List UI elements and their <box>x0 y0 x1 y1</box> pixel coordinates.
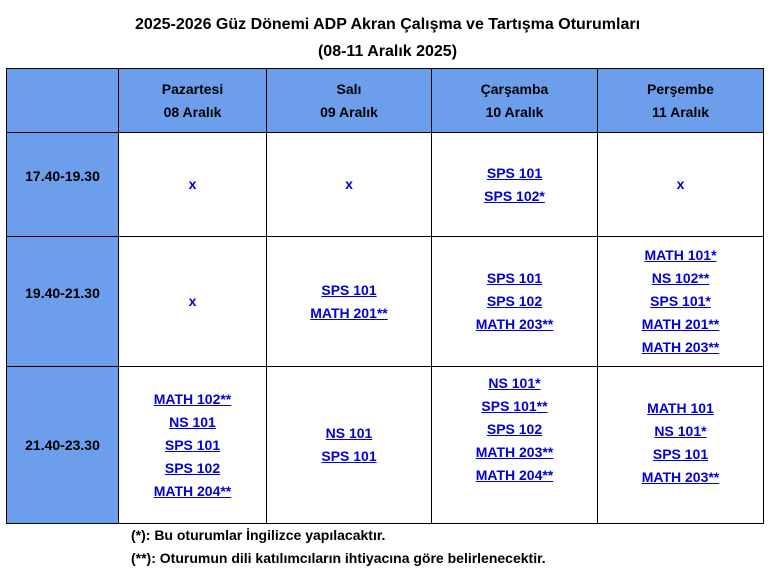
session-link[interactable]: NS 101* <box>488 375 541 391</box>
session-link[interactable]: MATH 204** <box>153 482 232 499</box>
no-session-mark: x <box>188 293 197 309</box>
session-link[interactable]: MATH 204** <box>475 467 554 483</box>
session-link[interactable]: MATH 203** <box>475 444 554 460</box>
no-session-mark: x <box>676 176 685 192</box>
session-link[interactable]: SPS 102* <box>484 187 545 204</box>
time-slot-row <box>7 133 764 237</box>
session-link[interactable]: SPS 101 <box>652 446 709 462</box>
session-cell <box>267 237 432 367</box>
session-link[interactable]: SPS 102 <box>164 459 221 476</box>
session-cell <box>598 367 764 524</box>
session-link[interactable]: MATH 101 <box>647 400 714 416</box>
session-link[interactable]: NS 101* <box>654 423 707 439</box>
time-slot-label: 17.40-19.30 <box>7 133 119 237</box>
schedule-table <box>6 68 764 524</box>
page-title: 2025-2026 Güz Dönemi ADP Akran Çalışma ve Tartışma Oturumları <box>134 16 641 33</box>
session-link[interactable]: SPS 101** <box>481 398 548 414</box>
session-link[interactable]: MATH 102** <box>153 390 232 407</box>
session-cell <box>432 133 598 237</box>
session-cell <box>119 237 267 367</box>
session-cell <box>598 237 764 367</box>
session-link[interactable]: SPS 101* <box>650 293 711 309</box>
time-slot-label: 21.40-23.30 <box>7 367 119 524</box>
session-cell <box>119 133 267 237</box>
time-slot-row <box>7 367 764 524</box>
session-cell <box>598 133 764 237</box>
footnote-english: (*): Bu oturumlar İngilizce yapılacaktır. <box>131 527 386 543</box>
session-link[interactable]: MATH 203** <box>641 339 720 355</box>
session-link[interactable]: MATH 203** <box>641 469 720 485</box>
session-link[interactable]: MATH 201** <box>310 304 388 321</box>
day-header-tuesday <box>267 69 432 133</box>
footnote-language: (**): Oturumun dili katılımcıların ihtiyacına göre belirlenecektir. <box>131 550 546 566</box>
day-name: Pazartesi <box>161 80 224 97</box>
day-name: Çarşamba <box>480 80 549 97</box>
corner-cell <box>7 69 119 133</box>
session-cell <box>432 237 598 367</box>
day-date: 11 Aralık <box>651 103 710 120</box>
session-link[interactable]: NS 102** <box>651 270 710 286</box>
session-link[interactable]: NS 101 <box>169 413 216 430</box>
session-cell <box>432 367 598 524</box>
no-session-mark: x <box>345 176 353 192</box>
session-link[interactable]: NS 101 <box>325 425 373 441</box>
day-name: Salı <box>336 80 362 97</box>
session-link[interactable]: SPS 101 <box>321 448 377 464</box>
session-cell <box>119 367 267 524</box>
session-link[interactable]: MATH 101* <box>644 247 717 263</box>
day-header-monday <box>119 69 267 133</box>
session-cell <box>267 133 432 237</box>
header-row <box>7 69 764 133</box>
session-link[interactable]: SPS 102 <box>486 293 543 309</box>
session-link[interactable]: SPS 101 <box>486 164 543 181</box>
time-slot-label: 19.40-21.30 <box>7 237 119 367</box>
session-link[interactable]: MATH 201** <box>641 316 720 332</box>
page-subtitle-dates: (08-11 Aralık 2025) <box>317 43 458 60</box>
day-date: 10 Aralık <box>485 103 544 120</box>
no-session-mark: x <box>188 176 197 192</box>
day-header-wednesday <box>432 69 598 133</box>
session-link[interactable]: MATH 203** <box>475 316 554 332</box>
session-link[interactable]: SPS 101 <box>486 270 543 286</box>
day-header-thursday <box>598 69 764 133</box>
day-name: Perşembe <box>647 80 714 97</box>
session-cell <box>267 367 432 524</box>
session-link[interactable]: SPS 101 <box>321 281 377 298</box>
day-date: 08 Aralık <box>163 103 222 120</box>
time-slot-row <box>7 237 764 367</box>
session-link[interactable]: SPS 101 <box>164 436 221 453</box>
session-link[interactable]: SPS 102 <box>486 421 543 437</box>
day-date: 09 Aralık <box>320 103 378 120</box>
